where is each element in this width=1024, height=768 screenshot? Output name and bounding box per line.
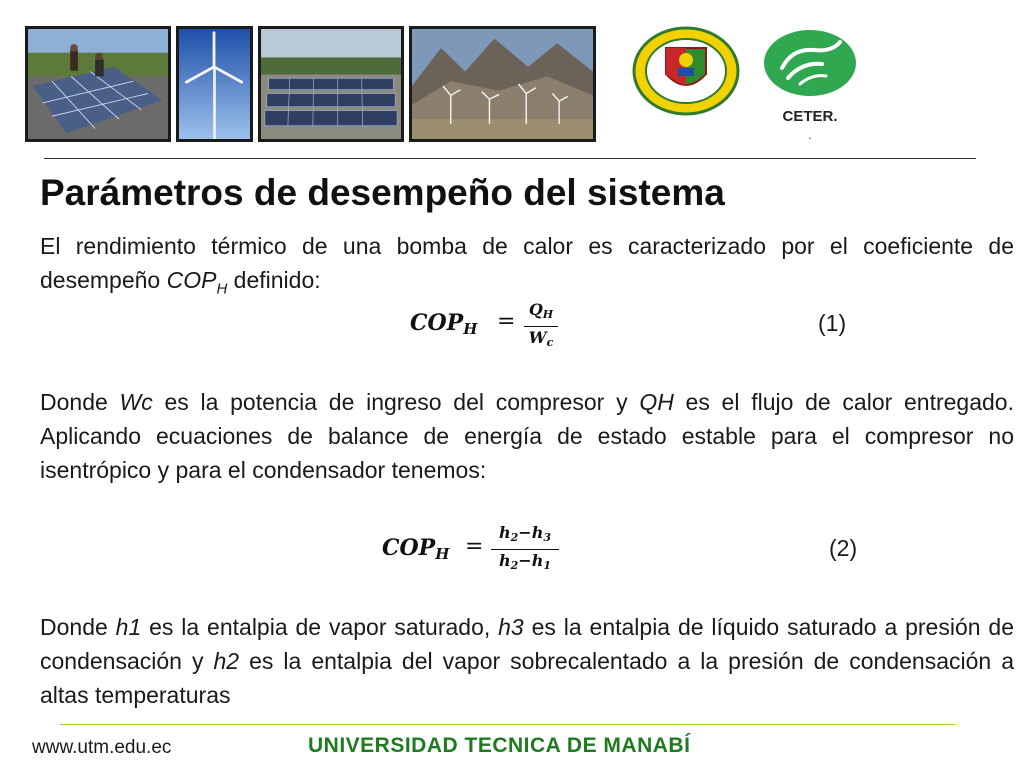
header-divider	[44, 158, 976, 159]
intro-paragraph: El rendimiento térmico de una bomba de calor es caracterizado por el coeficiente de desempeño $COP_H$ definido:	[40, 233, 1014, 298]
paragraph-enthalpies: Donde h1 es la entalpia de vapor saturado, h3 es la entalpia de líquido saturado a presión de condensación y h2 es la entalpia del vapor sobrecalentado a la presión de condensación a altas temperaturas	[40, 614, 1014, 708]
ceter-logo	[762, 28, 858, 98]
wind-turbine-photo	[176, 26, 253, 142]
footer-university-name: UNIVERSIDAD TECNICA DE MANABÍ	[308, 734, 691, 757]
ceter-dot: .	[808, 128, 812, 142]
university-seal-logo	[632, 26, 740, 116]
ceter-label: CETER.	[782, 108, 838, 125]
wind-farm-photo	[409, 26, 596, 142]
solar-panels-photo	[25, 26, 171, 142]
equation-2-number: (2)	[829, 535, 858, 561]
solar-farm-photo	[258, 26, 404, 142]
paragraph-variables: Donde Wc es la potencia de ingreso del compresor y QH es el flujo de calor entregado. Aplicando ecuaciones de balance de energía de estado estable para el compresor no isentrópico y para el condensador tenemos:	[40, 389, 1014, 483]
equation-1-number: (1)	[818, 310, 847, 336]
footer-divider	[60, 724, 955, 725]
slide-title: Parámetros de desempeño del sistema	[40, 172, 725, 213]
footer-website-link[interactable]: www.utm.edu.ec	[32, 737, 172, 758]
